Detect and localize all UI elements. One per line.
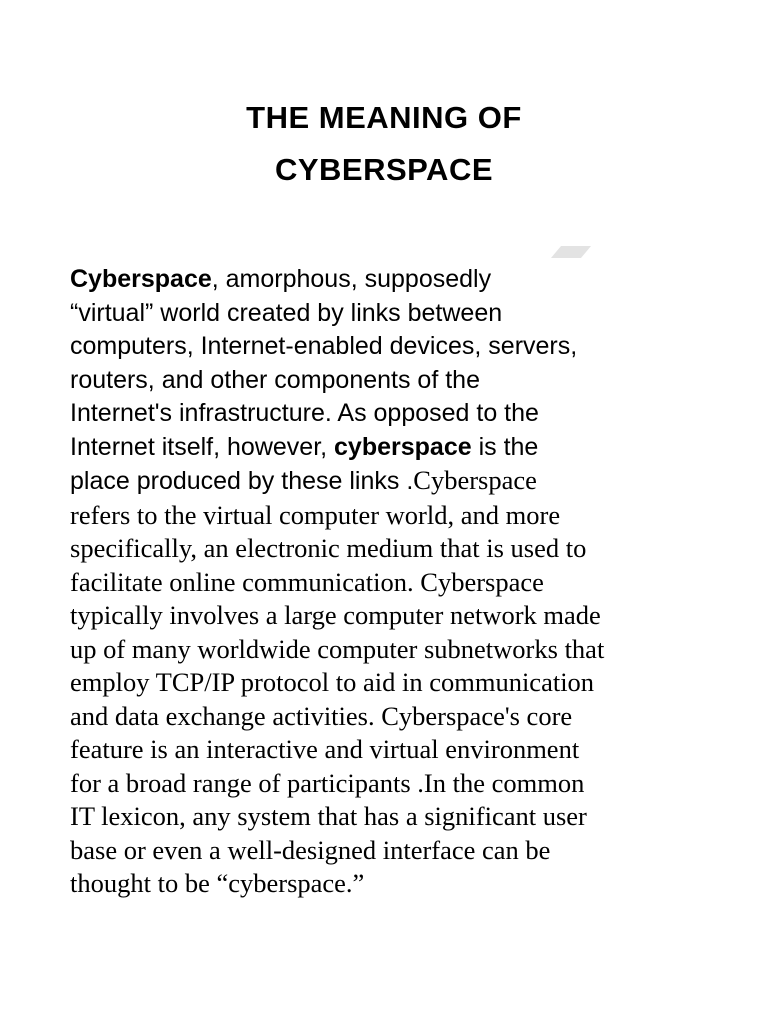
- bold-term: Cyberspace: [70, 265, 212, 293]
- text-line: IT lexicon, any system that has a significant user: [70, 801, 587, 831]
- text-line: facilitate online communication. Cyberspace: [70, 566, 544, 597]
- text-line: typically involves a large computer network made: [70, 600, 601, 630]
- bold-term: cyberspace: [334, 432, 472, 461]
- text-line: feature is an interactive and virtual environment: [70, 734, 580, 764]
- text-line: Cyberspace, amorphous, supposedly: [70, 265, 492, 293]
- text-line: Internet itself, however, cyberspace is the: [70, 432, 539, 461]
- text-line: for a broad range of participants .In the common: [70, 767, 585, 798]
- text-line: Internet's infrastructure. As opposed to the: [70, 399, 539, 427]
- text-line: specifically, an electronic medium that is used to: [70, 533, 587, 563]
- text-line: employ TCP/IP protocol to aid in communication: [70, 667, 595, 697]
- body-paragraph: [70, 263, 720, 901]
- title-line-2: CYBERSPACE: [274, 152, 494, 187]
- page-title: [0, 92, 768, 196]
- text-line: up of many worldwide computer subnetworks that: [70, 633, 605, 664]
- decorative-mark: [551, 246, 591, 258]
- text-line: “virtual” world created by links between: [70, 298, 503, 327]
- text-line: routers, and other components of the: [70, 365, 480, 394]
- text-line: thought to be “cyberspace.”: [70, 868, 365, 898]
- text-line: base or even a well-designed interface can be: [70, 834, 551, 865]
- text-line: computers, Internet-enabled devices, servers,: [70, 332, 578, 360]
- text-line: and data exchange activities. Cyberspace's core: [70, 700, 573, 731]
- text-line: refers to the virtual computer world, and more: [70, 499, 561, 530]
- text-line: place produced by these links .Cyberspace: [70, 465, 537, 495]
- title-line-1: THE MEANING OF: [246, 100, 522, 135]
